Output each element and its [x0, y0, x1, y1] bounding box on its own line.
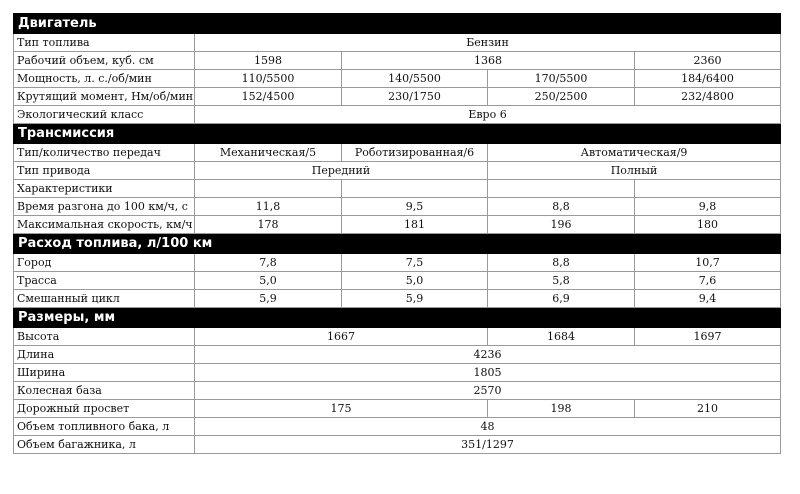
- cell-value: 6,9: [488, 290, 635, 308]
- table-row: [14, 162, 781, 180]
- cell-value: 2570: [195, 382, 781, 400]
- table-row: [14, 144, 781, 162]
- cell-value: 210: [635, 400, 781, 418]
- cell-value: Евро 6: [195, 106, 781, 124]
- cell-value: 152/4500: [195, 88, 342, 106]
- table-row: [14, 198, 781, 216]
- cell-value: 1805: [195, 364, 781, 382]
- table-row: [14, 180, 781, 198]
- section-title-dimensions: Размеры, мм: [14, 308, 781, 328]
- row-label: Экологический класс: [14, 106, 195, 124]
- row-label: Мощность, л. с./об/мин: [14, 70, 195, 88]
- row-label: Характеристики: [14, 180, 195, 198]
- table-row: [14, 272, 781, 290]
- row-label: Крутящий момент, Нм/об/мин: [14, 88, 195, 106]
- empty-cell: [635, 180, 781, 198]
- cell-value: 10,7: [635, 254, 781, 272]
- cell-value: Бензин: [195, 34, 781, 52]
- cell-value: 7,5: [342, 254, 488, 272]
- row-label: Дорожный просвет: [14, 400, 195, 418]
- cell-value: 7,8: [195, 254, 342, 272]
- table-row: [14, 254, 781, 272]
- cell-value: 4236: [195, 346, 781, 364]
- cell-value: 9,5: [342, 198, 488, 216]
- cell-value: Механическая/5: [195, 144, 342, 162]
- section-header-transmission: [14, 124, 781, 144]
- table-row: [14, 106, 781, 124]
- row-label: Тип привода: [14, 162, 195, 180]
- cell-value: 178: [195, 216, 342, 234]
- cell-value: 2360: [635, 52, 781, 70]
- section-header-engine: [14, 14, 781, 34]
- row-label: Смешанный цикл: [14, 290, 195, 308]
- cell-value: 1368: [342, 52, 635, 70]
- section-header-fuel: [14, 234, 781, 254]
- row-label: Трасса: [14, 272, 195, 290]
- cell-value: 140/5500: [342, 70, 488, 88]
- row-label: Высота: [14, 328, 195, 346]
- cell-value: 232/4800: [635, 88, 781, 106]
- cell-value: Роботизированная/6: [342, 144, 488, 162]
- cell-value: 170/5500: [488, 70, 635, 88]
- cell-value: 250/2500: [488, 88, 635, 106]
- cell-value: 5,8: [488, 272, 635, 290]
- row-label: Ширина: [14, 364, 195, 382]
- section-title-fuel: Расход топлива, л/100 км: [14, 234, 781, 254]
- row-label: Объем багажника, л: [14, 436, 195, 454]
- row-label: Время разгона до 100 км/ч, с: [14, 198, 195, 216]
- row-label: Город: [14, 254, 195, 272]
- cell-value: 184/6400: [635, 70, 781, 88]
- specs-table: [13, 13, 781, 454]
- cell-value: Полный: [488, 162, 781, 180]
- cell-value: 180: [635, 216, 781, 234]
- cell-value: 5,0: [342, 272, 488, 290]
- cell-value: 5,0: [195, 272, 342, 290]
- table-row: [14, 436, 781, 454]
- table-row: [14, 52, 781, 70]
- cell-value: 196: [488, 216, 635, 234]
- table-row: [14, 88, 781, 106]
- table-row: [14, 364, 781, 382]
- row-label: Колесная база: [14, 382, 195, 400]
- cell-value: 9,8: [635, 198, 781, 216]
- cell-value: 5,9: [342, 290, 488, 308]
- cell-value: 181: [342, 216, 488, 234]
- section-title-engine: Двигатель: [14, 14, 781, 34]
- section-header-dimensions: [14, 308, 781, 328]
- row-label: Длина: [14, 346, 195, 364]
- cell-value: 198: [488, 400, 635, 418]
- table-row: [14, 34, 781, 52]
- row-label: Рабочий объем, куб. см: [14, 52, 195, 70]
- cell-value: 8,8: [488, 198, 635, 216]
- table-row: [14, 70, 781, 88]
- cell-value: 175: [195, 400, 488, 418]
- cell-value: 351/1297: [195, 436, 781, 454]
- cell-value: 110/5500: [195, 70, 342, 88]
- cell-value: Автоматическая/9: [488, 144, 781, 162]
- table-row: [14, 346, 781, 364]
- cell-value: 48: [195, 418, 781, 436]
- section-title-transmission: Трансмиссия: [14, 124, 781, 144]
- table-row: [14, 328, 781, 346]
- table-row: [14, 216, 781, 234]
- cell-value: 1684: [488, 328, 635, 346]
- specs-container: [13, 13, 780, 454]
- cell-value: 1667: [195, 328, 488, 346]
- row-label: Тип топлива: [14, 34, 195, 52]
- row-label: Максимальная скорость, км/ч: [14, 216, 195, 234]
- table-row: [14, 418, 781, 436]
- cell-value: 230/1750: [342, 88, 488, 106]
- empty-cell: [488, 180, 635, 198]
- cell-value: Передний: [195, 162, 488, 180]
- cell-value: 9,4: [635, 290, 781, 308]
- row-label: Объем топливного бака, л: [14, 418, 195, 436]
- table-row: [14, 290, 781, 308]
- cell-value: 11,8: [195, 198, 342, 216]
- empty-cell: [195, 180, 342, 198]
- table-row: [14, 400, 781, 418]
- row-label: Тип/количество передач: [14, 144, 195, 162]
- cell-value: 1598: [195, 52, 342, 70]
- empty-cell: [342, 180, 488, 198]
- cell-value: 8,8: [488, 254, 635, 272]
- cell-value: 1697: [635, 328, 781, 346]
- cell-value: 7,6: [635, 272, 781, 290]
- cell-value: 5,9: [195, 290, 342, 308]
- table-row: [14, 382, 781, 400]
